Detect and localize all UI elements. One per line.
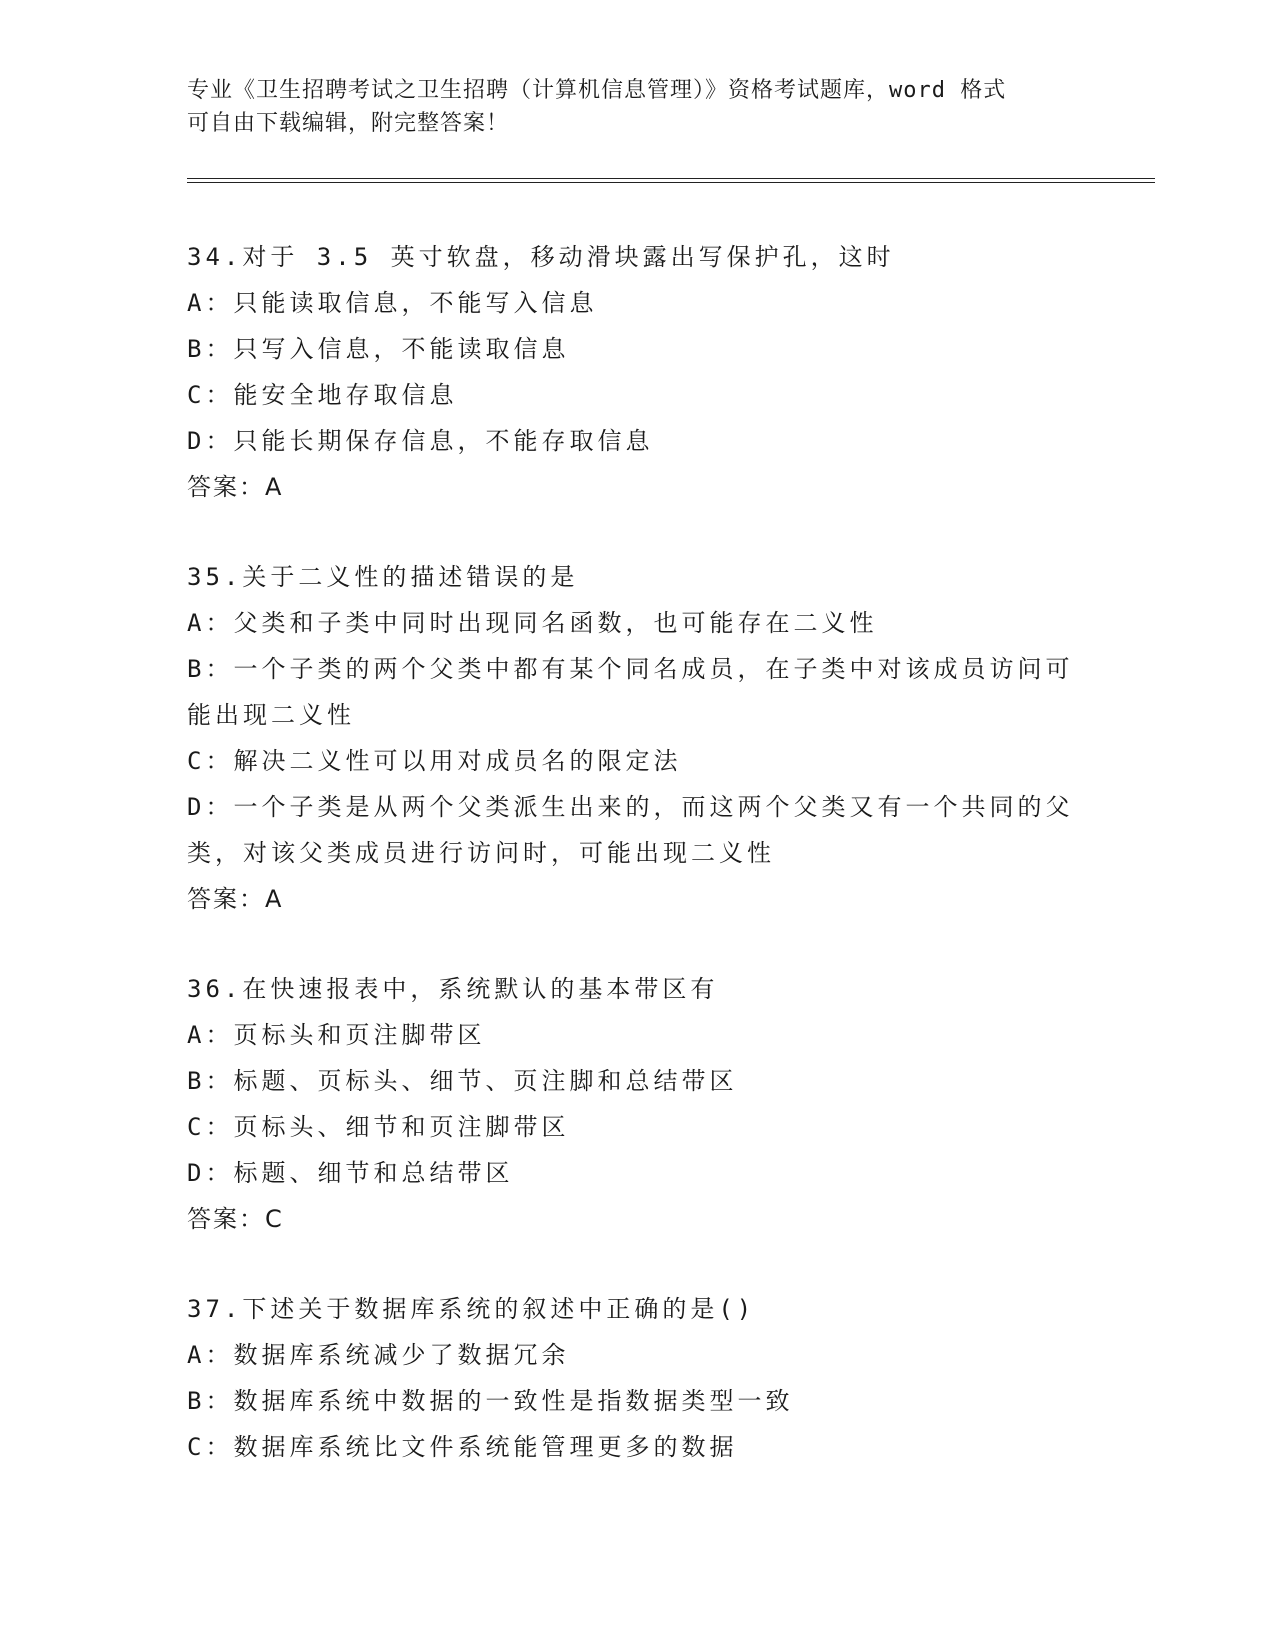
option-b: B：一个子类的两个父类中都有某个同名成员，在子类中对该成员访问可能出现二义性 [187,655,1074,729]
option-c: C：数据库系统比文件系统能管理更多的数据 [187,1433,738,1461]
option-b: B：只写入信息，不能读取信息 [187,335,570,363]
option-d: D：标题、细节和总结带区 [187,1159,514,1187]
question-stem: 36.在快速报表中，系统默认的基本带区有 [187,975,719,1003]
header-divider [187,178,1155,183]
option-b: B：数据库系统中数据的一致性是指数据类型一致 [187,1387,794,1415]
question-35 [187,554,1087,922]
question-list [187,234,1087,1514]
option-a: A：数据库系统减少了数据冗余 [187,1341,570,1369]
page-header [187,74,1087,140]
header-line-1: 专业《卫生招聘考试之卫生招聘（计算机信息管理）》资格考试题库，word 格式 [187,78,1007,103]
answer: 答案：C [187,1205,284,1233]
question-36 [187,966,1087,1242]
question-stem: 37.下述关于数据库系统的叙述中正确的是() [187,1295,756,1323]
option-c: C：解决二义性可以用对成员名的限定法 [187,747,682,775]
option-a: A：父类和子类中同时出现同名函数，也可能存在二义性 [187,609,878,637]
option-a: A：只能读取信息，不能写入信息 [187,289,598,317]
option-c: C：能安全地存取信息 [187,381,458,409]
answer: 答案：A [187,473,284,501]
question-34 [187,234,1087,510]
option-d: D：一个子类是从两个父类派生出来的，而这两个父类又有一个共同的父类，对该父类成员进行访问时，可能出现二义性 [187,793,1074,867]
question-37 [187,1286,1087,1470]
question-stem: 35.关于二义性的描述错误的是 [187,563,579,591]
option-a: A：页标头和页注脚带区 [187,1021,486,1049]
option-b: B：标题、页标头、细节、页注脚和总结带区 [187,1067,738,1095]
option-d: D：只能长期保存信息，不能存取信息 [187,427,654,455]
header-line-2: 可自由下载编辑，附完整答案！ [187,111,510,136]
answer: 答案：A [187,885,284,913]
question-stem: 34.对于 3.5 英寸软盘，移动滑块露出写保护孔，这时 [187,243,895,271]
option-c: C：页标头、细节和页注脚带区 [187,1113,570,1141]
